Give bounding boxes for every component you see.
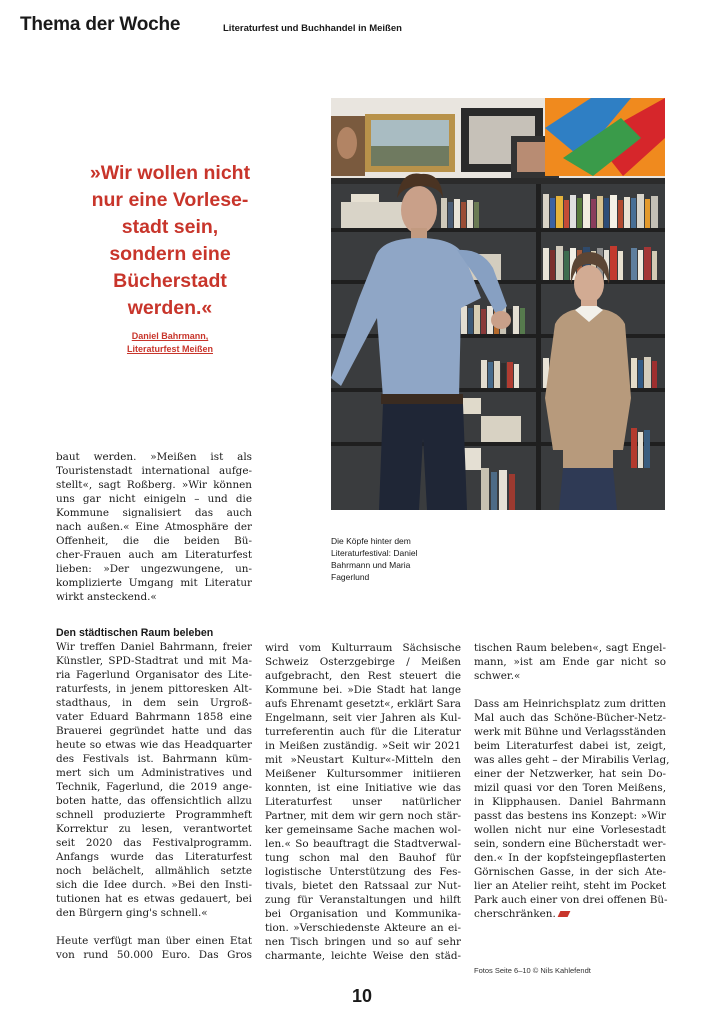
text-line: schwer.«	[474, 670, 521, 682]
text-line: Touristenstadt international aufge-	[56, 465, 252, 477]
text-line: raturfests, in jenem pittoresken Alt-	[56, 683, 252, 695]
section-subtitle: Literaturfest und Buchhandel in Meißen	[223, 23, 402, 34]
portrait-photo	[331, 98, 665, 510]
text-line: vater Eduard Bahrmann 1858 eine	[56, 711, 252, 723]
text-line: tischen Raum beleben«, sagt Engel-	[474, 642, 666, 654]
text-line-last	[474, 907, 666, 921]
text-line: Partner, mit dem wir gern noch stär-	[265, 810, 461, 822]
article-column-3	[474, 641, 670, 921]
text-line: passt das bestens ins Konzept: »Wir	[474, 810, 666, 822]
attribution-line: Daniel Bahrmann,	[131, 331, 209, 341]
text-line: Görnischen Gasse, in der sich Ate-	[474, 866, 666, 878]
text-line: stellt«, sagt Roßberg. »Wir können	[56, 479, 252, 491]
text-line: len.« So beauftragt die Stadtverwal-	[265, 838, 461, 850]
text-line: stadthaus, in dem sein Urgroß-	[56, 697, 252, 709]
text-line: lier an Atelier reiht, steht im Pocket	[474, 880, 666, 892]
text-line: heute so etwas wie das Headquarter	[56, 739, 252, 751]
text-line: Kommune signalisiert das auch	[56, 507, 252, 519]
text-line: ker gemeinsame Sache machen wol-	[265, 824, 461, 836]
text-line: schnell produzierte Programmheft	[56, 809, 252, 821]
section-title: Thema der Woche	[20, 14, 181, 35]
text-line: bei Organisation und Kommunika-	[265, 908, 461, 920]
caption-line: Die Köpfe hinter dem	[331, 536, 411, 546]
pull-quote	[50, 160, 290, 322]
text-line: den Bürgern ging's schnell.«	[56, 907, 208, 919]
article-column-2	[265, 641, 461, 963]
paragraph-gap	[474, 683, 666, 697]
text-line: aufs Ehrenamt gesetzt«, erklärt Sara	[265, 698, 461, 710]
caption-line: Literaturfestival: Daniel	[331, 548, 418, 558]
section-subheading: Den städtischen Raum beleben	[56, 627, 214, 639]
text-line: aufgebracht, den Rest steuert die	[265, 670, 461, 682]
pull-quote-line: stadt sein,	[121, 216, 219, 238]
quote-attribution	[50, 330, 290, 356]
text-line: was alles geht – der Mirabilis Verlag,	[474, 754, 670, 766]
pull-quote-line: »Wir wollen nicht	[89, 162, 251, 184]
text-line: Kommune bei. »Die Stadt hat lange	[265, 684, 461, 696]
text-line: Literaturfest unser natürlicher	[265, 796, 461, 808]
text-line: baut werden. »Meißen ist als	[56, 451, 252, 463]
text-line: ria Fagerlund Organisator des Lite-	[56, 669, 252, 681]
article-column-intro	[56, 450, 252, 604]
text-line: den.« In der kopfsteingepflasterten	[474, 852, 666, 864]
photo-credit: Fotos Seite 6–10 © Nils Kahlefendt	[474, 966, 591, 975]
text-line: tion. »Verschiedenste Akteure an ei-	[265, 922, 461, 934]
text-line: Engelmann, seit vier Jahren als Kul-	[265, 712, 461, 724]
photo-caption	[331, 535, 451, 583]
text-line: konnten, ist eine Initiative wie das	[265, 782, 461, 794]
text-line: Technik, Fagerlund, die 2019 ange-	[56, 781, 252, 793]
attribution-line: Literaturfest Meißen	[126, 344, 213, 354]
text-line: sein, sondern eine Bücherstadt wer-	[474, 838, 666, 850]
text-line: mit »Neustart Kultur«-Mitteln den	[265, 754, 461, 766]
text-line: mert sich um Administratives und	[56, 767, 252, 779]
text-line: einer der Netzwerker, hat sein Do-	[474, 768, 666, 780]
caption-line: Bahrmann und Maria	[331, 560, 411, 570]
text-line: von rund 50.000 Euro. Das Gros	[56, 949, 252, 961]
pull-quote-line: Bücherstadt	[113, 270, 227, 292]
text-line: cherschränken.	[474, 908, 556, 920]
text-line: Korrektur zu lesen, verantwortet	[56, 823, 252, 835]
text-line: Anfangs wurde das Literaturfest	[56, 851, 252, 863]
text-line: des Festivals ist. Bahrmann küm-	[56, 753, 252, 765]
end-mark-icon	[557, 911, 570, 917]
text-line: tutionen hat es etwas gedauert, bei	[56, 893, 252, 905]
text-line: wollen nicht nur eine Vorlesestadt	[474, 824, 666, 836]
text-line: Brauerei gegründet hatte und das	[56, 725, 252, 737]
text-line: wird vom Kulturraum Sächsische	[265, 642, 461, 654]
text-line: sich die Idee durch. »Bei den Insti-	[56, 879, 252, 891]
text-line: seit 2020 das Festivalprogramm.	[56, 837, 252, 849]
text-line: turreferentin auch für die Literatur	[265, 726, 461, 738]
text-line: lieben: »Der ungezwungene, un-	[56, 563, 252, 575]
pull-quote-line: nur eine Vorlese-	[91, 189, 249, 211]
text-line: Meißener Kultursommer initiieren	[265, 768, 461, 780]
caption-line: Fagerlund	[331, 572, 370, 582]
text-line: beim Literaturfest dabei ist, zeigt,	[474, 740, 666, 752]
text-line: uns gar nicht einigeln – und die	[56, 493, 252, 505]
text-line: wirkt ansteckend.«	[56, 591, 157, 603]
article-column-1	[56, 626, 252, 962]
text-line: Dass am Heinrichsplatz zum dritten	[474, 698, 666, 710]
text-line: Heute verfügt man über einen Etat	[56, 935, 252, 947]
text-line: tivals, bietet den Ratssaal zur Nut-	[265, 880, 461, 892]
text-line: mizil quasi vor den Toren Meißens,	[474, 782, 666, 794]
paragraph-gap	[56, 920, 252, 934]
pull-quote-line: sondern eine	[109, 243, 231, 265]
text-line: in Meißen zuständig. »Seit wir 2021	[265, 740, 461, 752]
text-line: Künstler, SPD-Stadtrat und mit Ma-	[56, 655, 252, 667]
text-line: nen Tisch bringen und so auf sehr	[265, 936, 461, 948]
text-line: boten hatte, das offensichtlich allzu	[56, 795, 252, 807]
text-line: nach außen.« Eine Atmosphäre der	[56, 521, 252, 533]
text-line: Offenheit, die die beiden Bü-	[56, 535, 252, 547]
page-number: 10	[351, 986, 373, 1006]
text-line: noch belächelt, allmählich setzte	[56, 865, 252, 877]
text-line: logistische Unterstützung des Fes-	[265, 866, 461, 878]
text-line: cher-Frauen auch am Literaturfest	[56, 549, 252, 561]
text-line: Schweiz Osterzgebirge / Meißen	[265, 656, 461, 668]
text-line: Wir treffen Daniel Bahrmann, freier	[56, 641, 252, 653]
text-line: komplizierte Umgang mit Literatur	[56, 577, 252, 589]
text-line: mann, »ist am Ende gar nicht so	[474, 656, 666, 668]
text-line: Mal auch das Schöne-Bücher-Netz-	[474, 712, 666, 724]
text-line: charmante, leichte Weise den städ-	[265, 950, 461, 962]
pull-quote-line: werden.«	[127, 297, 213, 319]
text-line: in Klipphausen. Daniel Bahrmann	[474, 796, 666, 808]
text-line: Park auch einer von drei offenen Bü-	[474, 894, 668, 906]
text-line: werk mit Bühne und Verlagsständen	[474, 726, 666, 738]
text-line: zung für Veranstaltungen und hilft	[265, 894, 461, 906]
text-line: tung schon mal den Bauhof für	[265, 852, 461, 864]
